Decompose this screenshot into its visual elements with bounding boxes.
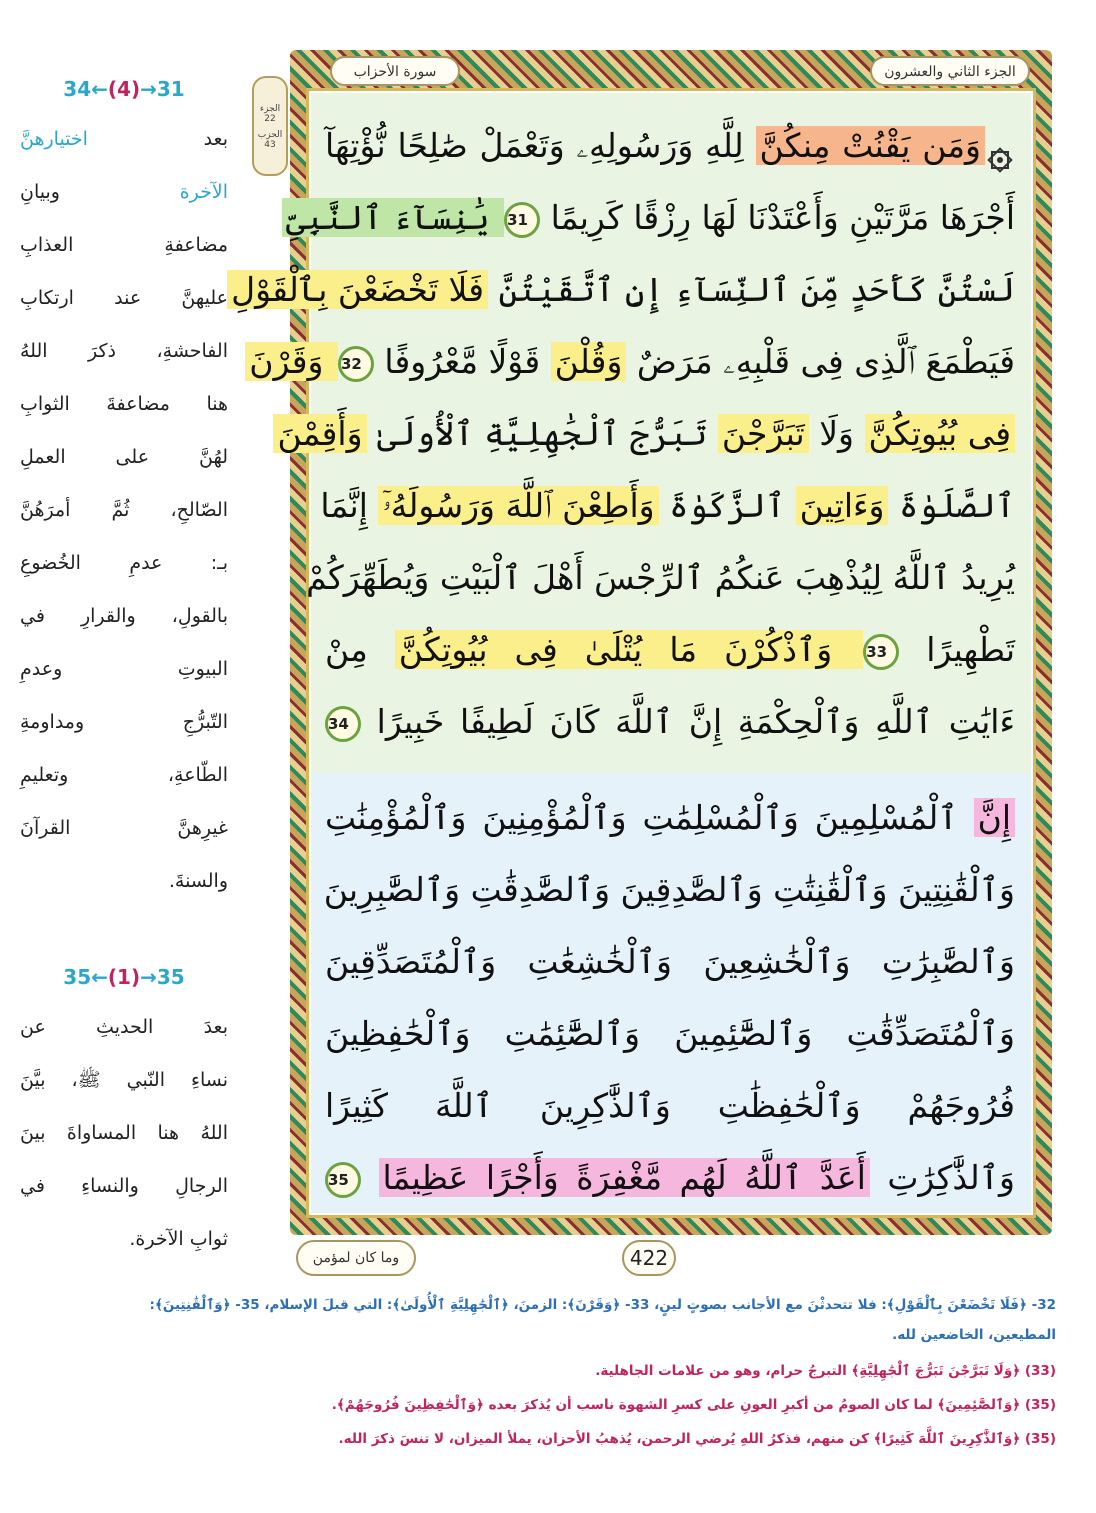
page-number — [622, 1240, 676, 1276]
highlighted-phrase: أَعَدَّ ٱللَّهُ لَهُم مَّغْفِرَةً وَأَجْرًا عَظِيمًا — [379, 1158, 870, 1197]
verse-text: وَٱلْقَٰنِتِينَ وَٱلْقَٰنِتَٰتِ وَٱلصَّٰدِقِينَ وَٱلصَّٰدِقَٰتِ وَٱلصَّٰبِرِينَ — [323, 870, 1015, 909]
highlighted-phrase: وَمَن يَقْنُتْ مِنكُنَّ — [756, 126, 986, 165]
verse-text: قَوْلًا مَّعْرُوفًا — [373, 342, 551, 381]
side-text-line: والسنةَ. — [168, 870, 228, 892]
highlighted-phrase: تَبَرَّجْنَ — [718, 414, 809, 453]
range-header-1: 31→(4)←34 — [63, 77, 185, 101]
ayah-line — [325, 115, 1015, 177]
highlighted-phrase: وَءَاتِينَ — [796, 486, 889, 525]
footnote-line: 32- ﴿فَلَا تَخْضَعْنَ بِٱلْقَوْلِ﴾: فلا تتحدثْنَ مع الأجانب بصوتٍ لينٍ، 33- ﴿وَقَرْنَ﴾: الزمنَ، ﴿ٱلْجَٰهِلِيَّةِ ٱلْأُولَىٰ﴾: التي قبلَ الإسلام، 35- ﴿وَٱلْقَٰنِتِينَ﴾: — [149, 1297, 1056, 1313]
ayah-line — [277, 403, 1015, 465]
ayah-line — [325, 691, 1015, 753]
ayah-line — [285, 187, 1015, 249]
ayah-line — [231, 259, 1015, 321]
highlighted-phrase: وَٱذْكُرْنَ مَا يُتْلَىٰ فِى بُيُوتِكُنَّ — [395, 630, 863, 669]
ayah-line — [325, 787, 1015, 849]
next-page-cue-text: وما كان لمؤمن — [312, 1250, 400, 1266]
side-text-line: غيرِهنَّ القرآنَ — [20, 817, 228, 839]
ayah-line — [325, 1003, 1015, 1065]
verse-text: وَٱلذَّٰكِرَٰتِ — [869, 1158, 1015, 1197]
ayah-number-marker: 32 — [338, 346, 374, 382]
side-text-line: لهُنَّ على العملِ — [20, 446, 228, 468]
highlighted-phrase: يَٰنِسَآءَ ٱلنَّبِىِّ — [282, 198, 504, 237]
highlighted-phrase: فِى بُيُوتِكُنَّ — [865, 414, 1016, 453]
side-text-line: بعدَ الحديثِ عن — [20, 1016, 228, 1038]
verse-text: ٱلْمُسْلِمِينَ وَٱلْمُسْلِمَٰتِ وَٱلْمُؤْمِنِينَ وَٱلْمُؤْمِنَٰتِ — [325, 798, 974, 837]
verse-text: لِلَّهِ وَرَسُولِهِۦ وَتَعْمَلْ صَٰلِحًا نُّؤْتِهَآ — [325, 126, 756, 165]
verse-text: لَسْتُنَّ كَأَحَدٍ مِّنَ ٱلنِّسَآءِ إِنِ ٱتَّقَيْتُنَّ — [487, 270, 1015, 309]
verse-text: وَٱلْمُتَصَدِّقَٰتِ وَٱلصَّٰٓئِمِينَ وَٱلصَّٰٓئِمَٰتِ وَٱلْحَٰفِظِينَ — [325, 1014, 1015, 1053]
range2-from: 35 — [63, 965, 92, 989]
range-header-2: 35→(1)←35 — [63, 965, 185, 989]
side-text-line: الآخرة وبيانِ — [20, 181, 228, 203]
ayah-number-marker: 35 — [325, 1162, 361, 1198]
juz-header — [870, 56, 1030, 86]
hizb-number: الحزب 43 — [257, 130, 283, 150]
footnote-line: (35) ﴿وَٱلذَّٰكِرِينَ ٱللَّهَ كَثِيرًا﴾ كن منهم، فذكرُ اللهِ يُرضي الرحمن، يُذهبُ الأحزان، يملأ الميزان، لا تنسَ ذكرَ الله. — [338, 1431, 1056, 1447]
highlighted-phrase: وَقَرْنَ — [245, 342, 338, 381]
verse-text: وَلَا — [808, 414, 865, 453]
side-text-line: نساءِ النّبي ﷺ، بيَّنَ — [20, 1069, 228, 1091]
side-text-line: البيوتِ وعدمِ — [20, 658, 228, 680]
ayah-line — [249, 331, 1015, 393]
surah-header — [330, 56, 460, 86]
page-number-text: 422 — [629, 1246, 669, 1270]
ayah-number-marker: 34 — [325, 706, 361, 742]
ayah-line — [306, 547, 1015, 609]
verse-text: ٱلزَّكَوٰةَ — [658, 486, 796, 525]
juz-hizb-box — [252, 76, 288, 176]
side-text-line: الرجالِ والنساءِ في — [20, 1175, 228, 1197]
verse-text: إِنَّمَا — [320, 486, 379, 525]
highlighted-phrase: وَأَطِعْنَ ٱللَّهَ وَرَسُولَهُۥٓ — [378, 486, 658, 525]
verse-text: تَطْهِيرًا — [899, 630, 1015, 669]
juz-label: الجزء الثاني والعشرون — [884, 64, 1016, 80]
range1-from: 34 — [63, 77, 92, 101]
ayah-line — [325, 931, 1015, 993]
ayah-line — [325, 619, 1015, 681]
side-text-line: ثوابِ الآخرة. — [129, 1228, 228, 1250]
highlighted-phrase: وَقُلْنَ — [551, 342, 627, 381]
side-text-line: التّبرُّجِ ومداومةِ — [20, 711, 228, 733]
side-text-line: الطّاعةِ، وتعليمِ — [20, 764, 228, 786]
surah-label: سورة الأحزاب — [353, 64, 437, 80]
highlighted-phrase: فَلَا تَخْضَعْنَ بِٱلْقَوْلِ — [227, 270, 488, 309]
ayah-number-marker: 31 — [504, 202, 540, 238]
ayah-line — [325, 1147, 1015, 1209]
verse-text: ءَايَٰتِ ٱللَّهِ وَٱلْحِكْمَةِ إِنَّ ٱللَّهَ كَانَ لَطِيفًا خَبِيرًا — [361, 702, 1015, 741]
verse-text: ٱلصَّلَوٰةَ — [888, 486, 1015, 525]
verse-text: فَيَطْمَعَ ٱلَّذِى فِى قَلْبِهِۦ مَرَضٌ — [626, 342, 1015, 381]
side-text-line: هنا مضاعفةَ الثوابِ — [20, 393, 228, 415]
verse-text: تَبَرُّجَ ٱلْجَٰهِلِيَّةِ ٱلْأُولَىٰ — [366, 414, 718, 453]
side-text-line: اللهُ هنا المساواةَ بينَ — [20, 1122, 228, 1144]
verse-text: وَٱلصَّٰبِرَٰتِ وَٱلْخَٰشِعِينَ وَٱلْخَٰشِعَٰتِ وَٱلْمُتَصَدِّقِينَ — [325, 942, 1015, 981]
range1-to: 31 — [156, 77, 185, 101]
side-text-line: الفاحشةِ، ذكرَ اللهُ — [20, 340, 228, 362]
juz-number: الجزء 22 — [259, 104, 281, 124]
ayah-line — [320, 475, 1015, 537]
side-text-line: بالقولِ، والقرارِ في — [20, 605, 228, 627]
range2-count: (1) — [107, 965, 141, 989]
side-text-line: عليهنَّ عند ارتكابِ — [20, 287, 228, 309]
ayah-line — [325, 859, 1015, 921]
side-text-line: الصّالحِ، ثُمَّ أمرَهُنَّ — [20, 499, 228, 521]
side-text-line: مضاعفةِ العذابِ — [20, 234, 228, 256]
verse-text: فُرُوجَهُمْ وَٱلْحَٰفِظَٰتِ وَٱلذَّٰكِرِينَ ٱللَّهَ كَثِيرًا — [325, 1086, 1015, 1125]
verse-text — [361, 1158, 379, 1197]
next-page-cue — [296, 1240, 416, 1276]
range1-count: (4) — [107, 77, 141, 101]
ayah-line — [325, 1075, 1015, 1137]
footnote-line: المطيعين، الخاضعين لله. — [892, 1327, 1056, 1343]
range2-to: 35 — [156, 965, 185, 989]
highlighted-phrase: إِنَّ — [974, 798, 1015, 837]
side-text-line: بـ: عدمِ الخُضوعِ — [20, 552, 228, 574]
footnote-line: (35) ﴿وَٱلصَّٰٓئِمِينَ﴾ لما كان الصومُ من أكبرِ العونِ على كسرِ الشهوة ناسب أن يُذكرَ بعده ﴿وَٱلْحَٰفِظِينَ فُرُوجَهُمْ﴾. — [331, 1397, 1056, 1413]
verse-text: مِنْ — [325, 630, 395, 669]
highlighted-phrase: وَأَقِمْنَ — [273, 414, 366, 453]
footnote-line: (33) ﴿وَلَا تَبَرَّجْنَ تَبَرُّجَ ٱلْجَٰهِلِيَّةِ﴾ التبرجُ حرام، وهو من علامات الجاهلية. — [595, 1363, 1056, 1379]
rub-el-hizb-icon — [985, 133, 1015, 163]
side-text-line: بعد اختيارهنَّ — [20, 128, 228, 150]
verse-text: أَجْرَهَا مَرَّتَيْنِ وَأَعْتَدْنَا لَهَا رِزْقًا كَرِيمًا — [540, 198, 1015, 237]
ayah-number-marker: 33 — [863, 634, 899, 670]
verse-text: يُرِيدُ ٱللَّهُ لِيُذْهِبَ عَنكُمُ ٱلرِّجْسَ أَهْلَ ٱلْبَيْتِ وَيُطَهِّرَكُمْ — [306, 558, 1015, 597]
